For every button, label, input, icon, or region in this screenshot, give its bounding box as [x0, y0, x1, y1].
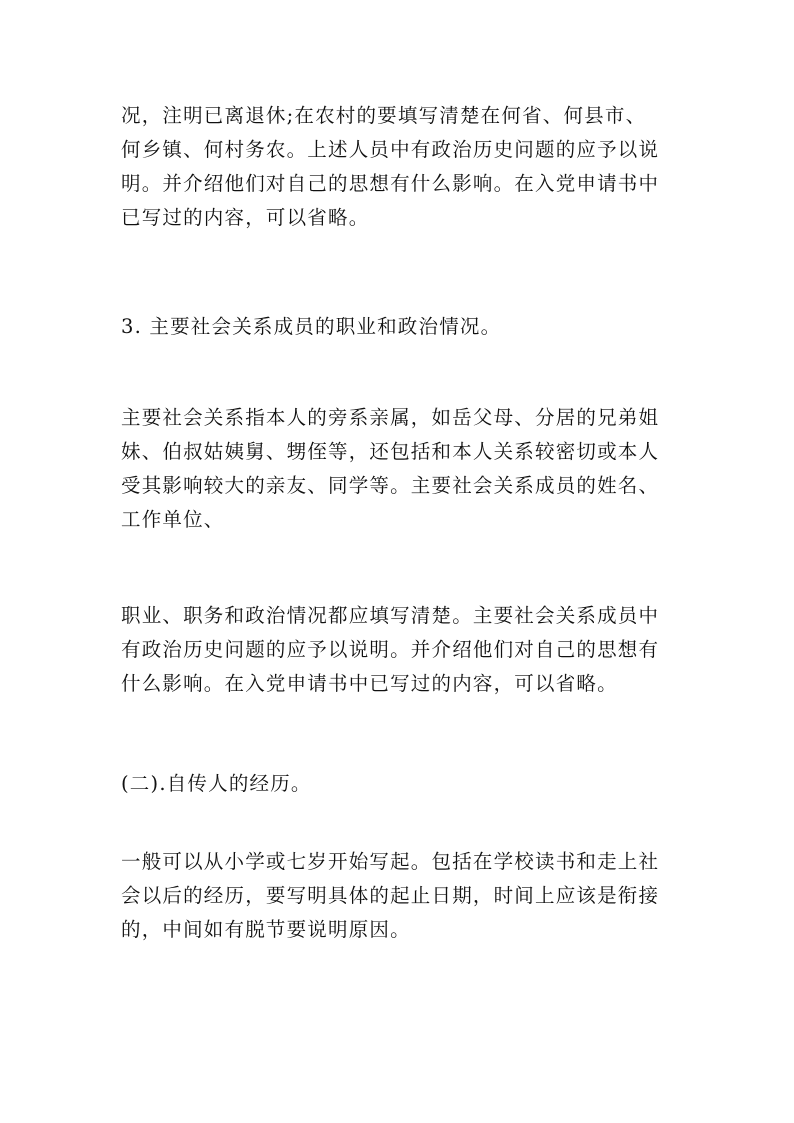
text-line: 何乡镇、何村务农。上述人员中有政治历史问题的应予以说 [121, 138, 660, 161]
paragraph-experience-body [121, 845, 691, 947]
text-line: 职业、职务和政治情况都应填写清楚。主要社会关系成员中 [121, 604, 660, 627]
text-line: 妹、伯叔姑姨舅、甥侄等，还包括和本人关系较密切或本人 [121, 440, 660, 463]
paragraph-social-relations-details [121, 599, 691, 701]
section-heading-experience [121, 767, 691, 801]
text-line: 主要社会关系指本人的旁系亲属，如岳父母、分居的兄弟姐 [121, 406, 660, 429]
text-line: 明。并介绍他们对自己的思想有什么影响。在入党申请书中 [121, 172, 660, 195]
text-line: 什么影响。在入党申请书中已写过的内容，可以省略。 [121, 672, 618, 695]
paragraph-social-relations-definition [121, 401, 691, 537]
section-heading-social-relations [121, 310, 691, 344]
text-line: 已写过的内容，可以省略。 [121, 206, 370, 229]
text-line: 会以后的经历，要写明具体的起止日期，时间上应该是衔接 [121, 884, 660, 907]
text-line: 况，注明已离退休;在农村的要填写清楚在何省、何县市、 [121, 104, 647, 127]
text-line: 工作单位、 [121, 508, 225, 531]
text-line: 有政治历史问题的应予以说明。并介绍他们对自己的思想有 [121, 638, 660, 661]
heading-line: (二).自传人的经历。 [121, 772, 312, 795]
text-line: 一般可以从小学或七岁开始写起。包括在学校读书和走上社 [121, 850, 660, 873]
text-line: 的，中间如有脱节要说明原因。 [121, 918, 411, 941]
heading-line: 3. 主要社会关系成员的职业和政治情况。 [121, 315, 502, 338]
text-line: 受其影响较大的亲友、同学等。主要社会关系成员的姓名、 [121, 474, 660, 497]
paragraph-relatives-note [121, 99, 691, 235]
